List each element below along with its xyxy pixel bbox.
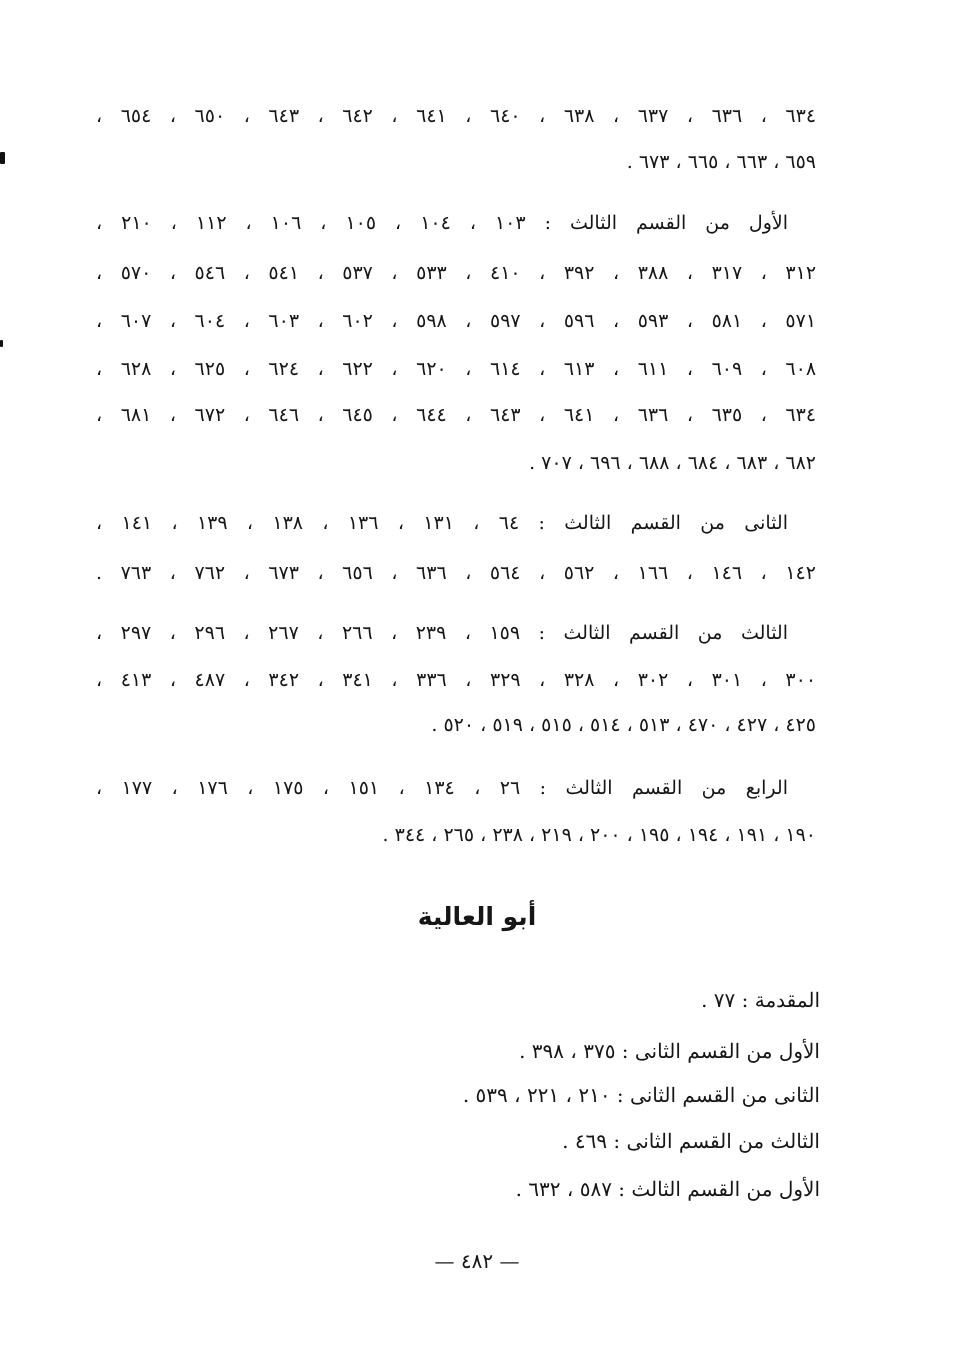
index-line: ٦٨٢ ، ٦٨٣ ، ٦٨٤ ، ٦٨٨ ، ٦٩٦ ، ٧٠٧ . — [529, 452, 816, 474]
margin-mark — [0, 340, 3, 347]
margin-mark — [0, 152, 5, 164]
index-entry: الثانى من القسم الثانى : ٢١٠ ، ٢٢١ ، ٥٣٩ . — [462, 1083, 820, 1107]
index-line: ٥٧١ ، ٥٨١ ، ٥٩٣ ، ٥٩٦ ، ٥٩٧ ، ٥٩٨ ، ٦٠٢ ، ٦٠٣ ، ٦٠٤ ، ٦٠٧ ، — [96, 310, 817, 332]
page-number: — ٤٨٢ — — [434, 1249, 520, 1273]
index-line: ٦٣٤ ، ٦٣٥ ، ٦٣٦ ، ٦٤١ ، ٦٤٣ ، ٦٤٤ ، ٦٤٥ ، ٦٤٦ ، ٦٧٢ ، ٦٨١ ، — [96, 404, 817, 426]
index-line: ٦٣٤ ، ٦٣٦ ، ٦٣٧ ، ٦٣٨ ، ٦٤٠ ، ٦٤١ ، ٦٤٢ ، ٦٤٣ ، ٦٥٠ ، ٦٥٤ ، — [96, 105, 817, 127]
index-entry: المقدمة : ٧٧ . — [701, 988, 820, 1012]
index-line: ١٩٠ ، ١٩١ ، ١٩٤ ، ١٩٥ ، ٢٠٠ ، ٢١٩ ، ٢٣٨ ، ٢٦٥ ، ٣٤٤ . — [382, 824, 816, 846]
index-line: ٣٠٠ ، ٣٠١ ، ٣٠٢ ، ٣٢٨ ، ٣٢٩ ، ٣٣٦ ، ٣٤١ ، ٣٤٢ ، ٤٨٧ ، ٤١٣ ، — [96, 669, 817, 691]
index-line: ١٤٢ ، ١٤٦ ، ١٦٦ ، ٥٦٢ ، ٥٦٤ ، ٦٣٦ ، ٦٥٦ ، ٦٧٣ ، ٧٦٢ ، ٧٦٣ . — [96, 562, 816, 584]
index-line: ٦٥٩ ، ٦٦٣ ، ٦٦٥ ، ٦٧٣ . — [626, 151, 816, 173]
index-line: الرابع من القسم الثالث : ٢٦ ، ١٣٤ ، ١٥١ ، ١٧٥ ، ١٧٦ ، ١٧٧ ، — [96, 777, 788, 799]
index-line: ٤٢٥ ، ٤٢٧ ، ٤٧٠ ، ٥١٣ ، ٥١٤ ، ٥١٥ ، ٥١٩ ، ٥٢٠ . — [431, 714, 816, 736]
index-line: الثانى من القسم الثالث : ٦٤ ، ١٣١ ، ١٣٦ ، ١٣٨ ، ١٣٩ ، ١٤١ ، — [96, 512, 788, 534]
index-entry: الأول من القسم الثانى : ٣٧٥ ، ٣٩٨ . — [519, 1039, 820, 1063]
index-line: الثالث من القسم الثالث : ١٥٩ ، ٢٣٩ ، ٢٦٦ ، ٢٦٧ ، ٢٩٦ ، ٢٩٧ ، — [96, 622, 788, 644]
index-entry: الأول من القسم الثالث : ٥٨٧ ، ٦٣٢ . — [515, 1177, 820, 1201]
index-line: ٦٠٨ ، ٦٠٩ ، ٦١١ ، ٦١٣ ، ٦١٤ ، ٦٢٠ ، ٦٢٢ ، ٦٢٤ ، ٦٢٥ ، ٦٢٨ ، — [96, 358, 817, 380]
index-line: الأول من القسم الثالث : ١٠٣ ، ١٠٤ ، ١٠٥ ، ١٠٦ ، ١١٢ ، ٢١٠ ، — [96, 212, 789, 234]
index-line: ٣١٢ ، ٣١٧ ، ٣٨٨ ، ٣٩٢ ، ٤١٠ ، ٥٣٣ ، ٥٣٧ ، ٥٤١ ، ٥٤٦ ، ٥٧٠ ، — [96, 262, 817, 284]
section-heading: أبو العالية — [417, 902, 537, 931]
index-entry: الثالث من القسم الثانى : ٤٦٩ . — [562, 1129, 820, 1153]
